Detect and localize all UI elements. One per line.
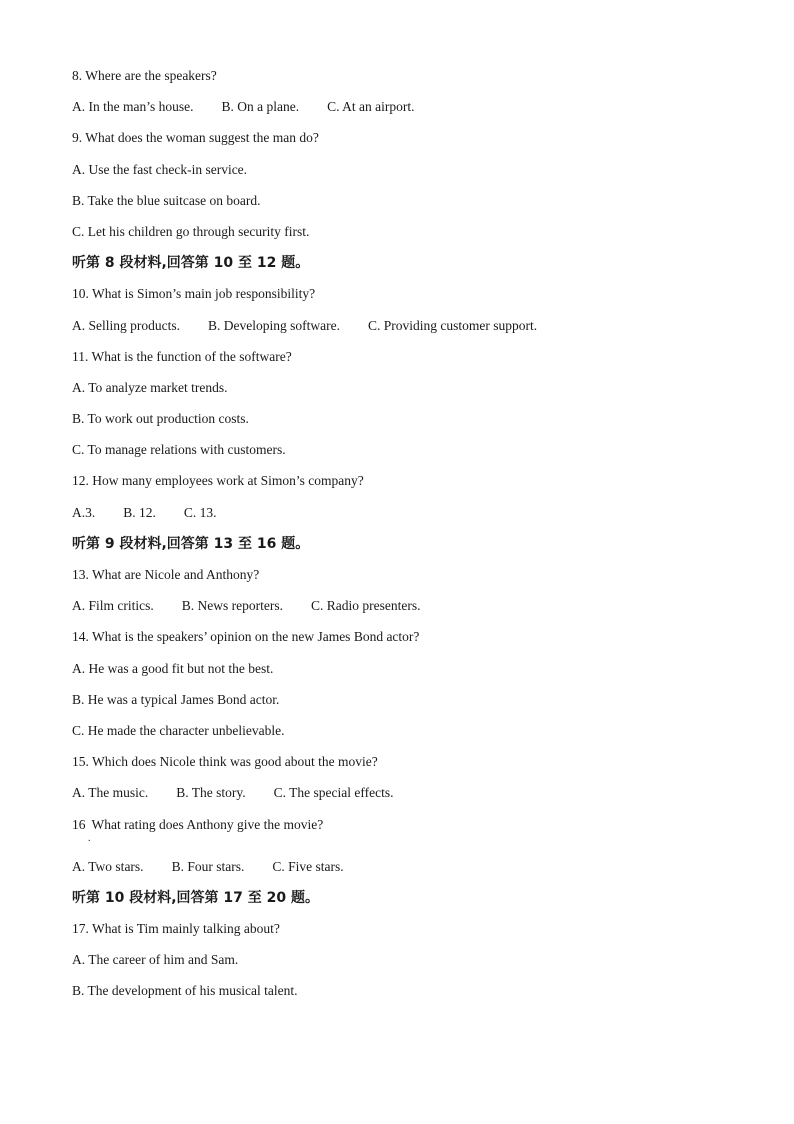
- option-a: A. Selling products.: [72, 317, 180, 333]
- question-12: 12. How many employees work at Simon’s company?: [72, 473, 364, 489]
- option-14c: C. He made the character unbelievable.: [72, 722, 285, 738]
- option-9b: B. Take the blue suitcase on board.: [72, 192, 261, 208]
- option-17b: B. The development of his musical talent.: [72, 983, 298, 999]
- option-a: A. In the man’s house.: [72, 99, 194, 115]
- question-8: 8. Where are the speakers?: [72, 68, 217, 83]
- option-b: B. The story.: [176, 785, 246, 801]
- option-b: B. On a plane.: [221, 99, 300, 115]
- options-12: [72, 503, 752, 534]
- option-c: C. The special effects.: [273, 785, 394, 801]
- option-c: C. Five stars.: [272, 858, 344, 874]
- option-11b: B. To work out production costs.: [72, 411, 249, 427]
- option-a: A. The music.: [72, 785, 149, 801]
- option-c: C. 13.: [183, 504, 217, 520]
- option-a: A.3.: [72, 504, 96, 520]
- option-14a: A. He was a good fit but not the best.: [72, 660, 274, 676]
- question-11: 11. What is the function of the software?: [72, 348, 292, 364]
- question-16-dot: .: [88, 832, 91, 844]
- option-c: C. Providing customer support.: [367, 317, 538, 333]
- option-14b: B. He was a typical James Bond actor.: [72, 691, 280, 707]
- question-16: [72, 815, 752, 857]
- question-16-number: 16: [72, 816, 86, 832]
- options-16: [72, 857, 752, 888]
- option-17a: A. The career of him and Sam.: [72, 952, 239, 968]
- question-14: 14. What is the speakers’ opinion on the new James Bond actor?: [72, 629, 420, 645]
- option-11a: A. To analyze market trends.: [72, 379, 228, 395]
- section-heading-8: 听第 8 段材料,回答第 10 至 12 题。: [72, 255, 310, 272]
- question-16-text: What rating does Anthony give the movie?: [91, 816, 324, 832]
- document-page: [72, 66, 752, 1012]
- option-b: B. Developing software.: [208, 317, 340, 333]
- option-b: B. Four stars.: [171, 858, 245, 874]
- question-17: 17. What is Tim mainly talking about?: [72, 920, 280, 936]
- option-9c: C. Let his children go through security first.: [72, 223, 310, 239]
- option-11c: C. To manage relations with customers.: [72, 442, 286, 458]
- option-c: C. At an airport.: [327, 99, 415, 115]
- question-13: 13. What are Nicole and Anthony?: [72, 567, 260, 582]
- section-heading-9: 听第 9 段材料,回答第 13 至 16 题。: [72, 535, 310, 552]
- option-a: A. Two stars.: [72, 858, 144, 874]
- options-13: [72, 596, 752, 627]
- question-15: 15. Which does Nicole think was good about the movie?: [72, 754, 378, 770]
- option-9a: A. Use the fast check-in service.: [72, 161, 248, 177]
- options-10: [72, 316, 752, 347]
- options-8: [72, 97, 752, 128]
- options-15: [72, 783, 752, 814]
- option-b: B. 12.: [123, 504, 156, 520]
- option-c: C. Radio presenters.: [310, 598, 421, 614]
- section-heading-10: 听第 10 段材料,回答第 17 至 20 题。: [72, 889, 320, 906]
- question-10: 10. What is Simon’s main job responsibility?: [72, 286, 316, 302]
- option-b: B. News reporters.: [181, 598, 283, 614]
- question-9: 9. What does the woman suggest the man do?: [72, 130, 319, 146]
- option-a: A. Film critics.: [72, 598, 154, 614]
